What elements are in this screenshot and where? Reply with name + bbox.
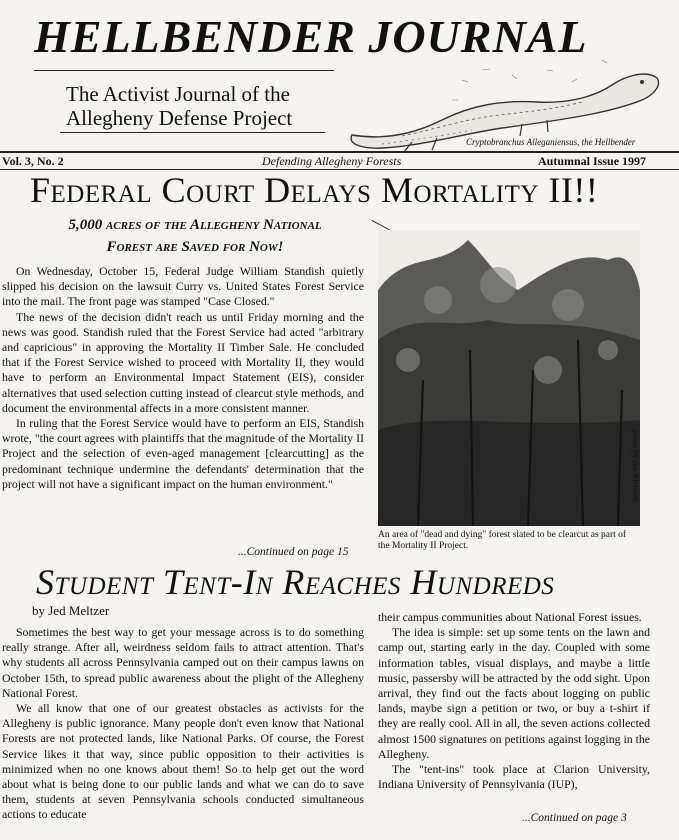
article1-paragraph: On Wednesday, October 15, Federal Judge William Standish quietly slipped his decision on the lawsuit Curry vs. United States Forest Service into the mail. The front page was stamped "Case Closed.": [2, 264, 364, 309]
article2-paragraph: The idea is simple: set up some tents on the lawn and camp out, starting early in the day. Coupled with some information tables, visual displays, and maybe a little music, passersby will be attracted by the odd sight. Upon arrival, they find out the facts about logging on public lands, maybe sign a petition or two, or buy a t-shirt if they are really cool. All in all, the seven actions collected almost 1500 signatures on petitions against logging in the Allegheny.: [378, 625, 650, 761]
motto: Defending Allegheny Forests: [262, 154, 402, 168]
byline-accent: [372, 220, 390, 230]
article2-byline: by Jed Meltzer: [32, 603, 110, 618]
volume-number: Vol. 3, No. 2: [2, 154, 64, 168]
subtitle-line-1: The Activist Journal of the: [66, 82, 290, 106]
illustration-caption: Cryptobranchus Alleganiensus, the Hellbender: [466, 137, 636, 147]
article2-body-right: [378, 610, 650, 792]
article1-continued: ...Continued on page 15: [238, 546, 349, 558]
photo-credit: photo by Jim Kleissler: [631, 430, 640, 503]
article1-paragraph: The news of the decision didn't reach us until Friday morning and the news was good. Standish ruled that the Forest Service had acted "arbitrary and capricious" in approving the Mortality II Timber Sale. He concluded that if the Forest Service wished to proceed with Mortality II, they would have to perform an Environmental Impact Statement (EIS), consider alternatives that used selection cutting instead of clearcut style methods, and document the environmental affects in a more consistent manner.: [2, 309, 364, 415]
deck-line-2: Forest are Saved for Now!: [106, 239, 284, 255]
masthead-rule-top: [34, 70, 334, 71]
article1-paragraph: In ruling that the Forest Service would have to perform an EIS, Standish wrote, "the court agrees with plaintiffs that the magnitude of the Mortality II Project and the selection of even-aged management [clearcutting] as the predominant technique undermine the defendants' determination that the project will not have a significant impact on the human environment.": [2, 416, 364, 491]
article2-paragraph: Sometimes the best way to get your message across is to do something really strange. After all, weirdness seldom fails to attract attention. That's why students all across Pennsylvania camped out on their campus lawns on October 15th, to spread public awareness about the plight of the Allegheny National Forest.: [2, 625, 364, 700]
issue-bar: [0, 152, 679, 170]
issue-date: Autumnal Issue 1997: [538, 154, 647, 168]
masthead-title: HELLBENDER JOURNAL: [34, 11, 588, 62]
deck-line-1: 5,000 acres of the Allegheny National: [68, 217, 322, 233]
article2-paragraph: We all know that one of our greatest obstacles as activists for the Allegheny is public ignorance. Many people don't even know that National Forests are not protected lands, like National Parks. Of course, the Forest Service likes it that way, since public opposition to their activities is minimized when no one knows about them! So to help get out the word about what is being done to our public lands and what we can do to save them, students at seven Pennsylvania schools conducted simultaneous actions to educate: [2, 701, 364, 822]
article1-headline: Federal Court Delays Mortality II!!: [30, 170, 599, 210]
article2-body-left: [2, 625, 364, 823]
article1-body: [2, 264, 364, 492]
subtitle-line-2: Allegheny Defense Project: [66, 106, 293, 130]
article2-paragraph: their campus communities about National Forest issues.: [378, 610, 642, 624]
article1-deck: [50, 214, 340, 258]
article2-headline: Student Tent-In Reaches Hundreds: [36, 562, 555, 602]
forest-photo: [378, 230, 640, 526]
photo-caption: An area of "dead and dying" forest slated to be clearcut as part of the Mortality II Project.: [378, 530, 627, 551]
article2-continued: ...Continued on page 3: [522, 812, 627, 824]
masthead-rule-bottom: [60, 132, 325, 133]
masthead-subtitle: [66, 82, 292, 130]
article2-paragraph: The "tent-ins" took place at Clarion University, Indiana University of Pennsylvania (IUP),: [378, 762, 650, 792]
